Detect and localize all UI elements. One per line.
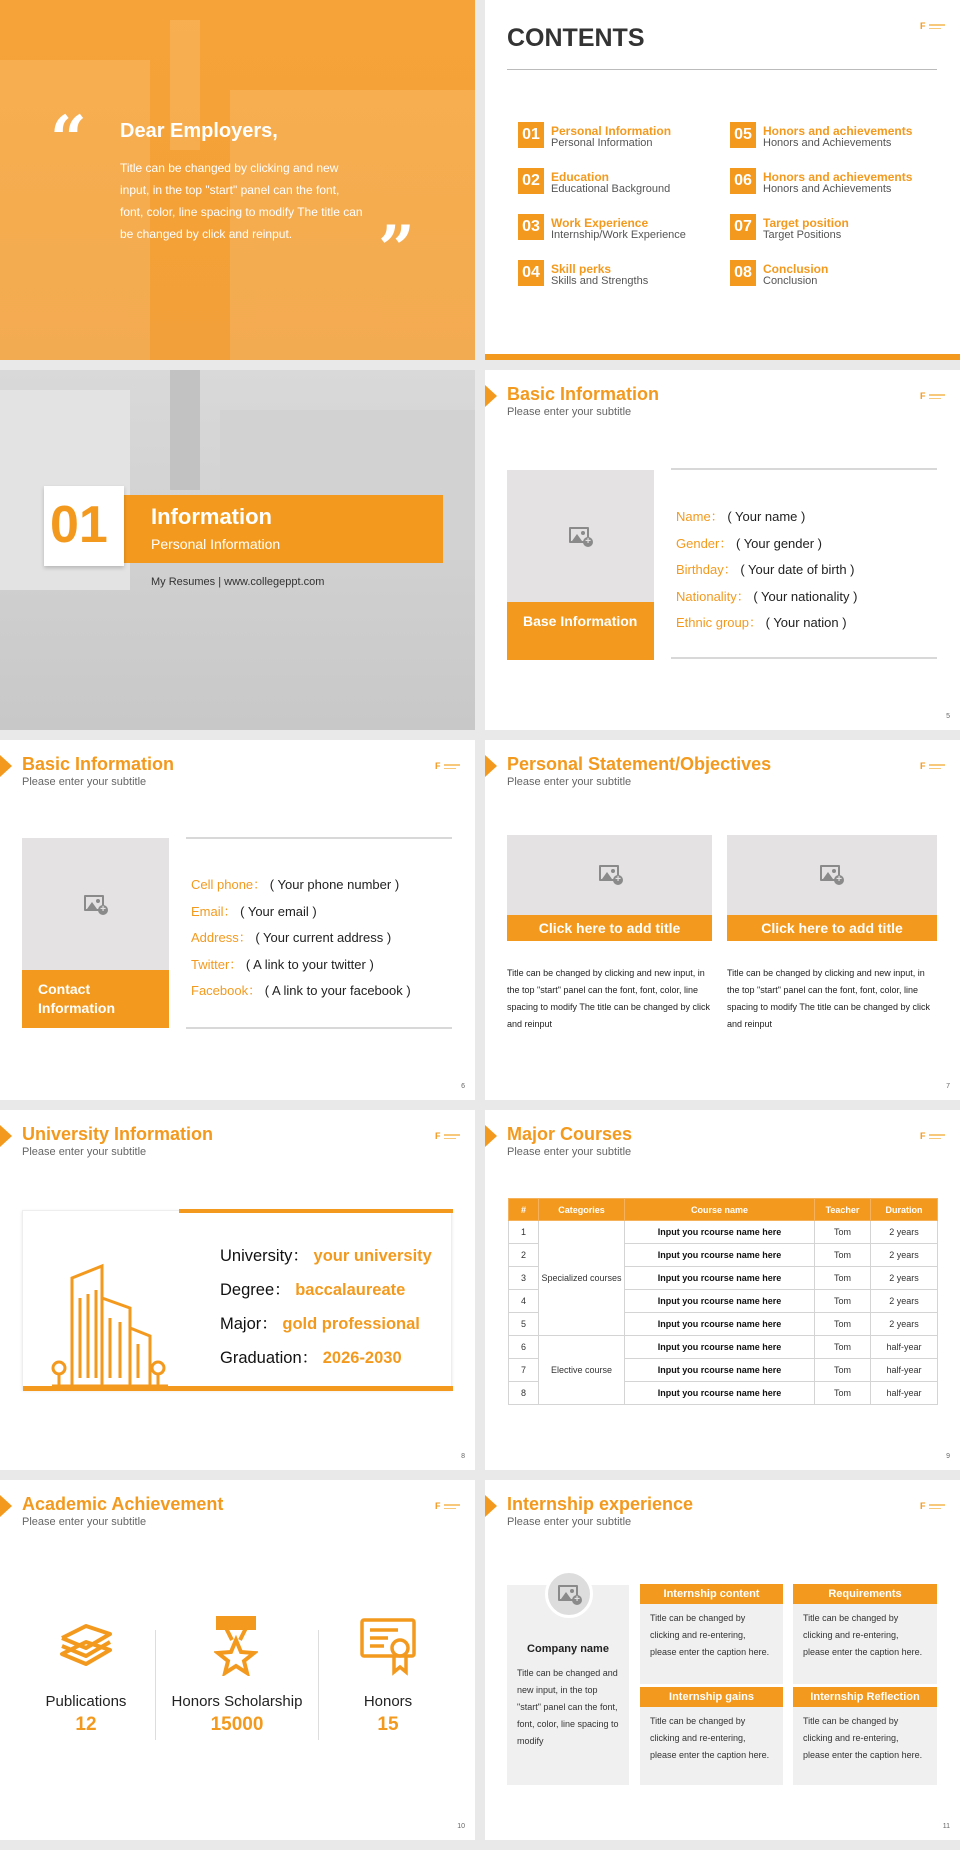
slide-subtitle: Please enter your subtitle [507,776,632,788]
table-row [509,1336,938,1359]
column-header: Categories [539,1199,625,1221]
slide-major-courses[interactable] [485,1110,960,1470]
contents-item-subtitle: Educational Background [551,183,671,195]
divider-top [671,468,937,470]
duration-cell: 2 years [871,1313,938,1336]
info-key: Email： [191,903,237,919]
info-value[interactable]: ( A link to your twitter ) [245,956,374,972]
slide-subtitle: Please enter your subtitle [22,1516,147,1528]
logo: F [920,392,946,402]
row-number: 4 [509,1290,539,1313]
info-key: Ethnic group： [676,615,762,630]
image-placeholder[interactable] [22,838,169,1028]
books-icon [56,1620,116,1670]
close-quote-icon: ” [378,212,415,287]
section-caption: My Resumes | www.collegeppt.com [151,576,325,588]
internship-content-header: Internship content [640,1584,783,1604]
info-value[interactable]: ( Your nation ) [765,615,847,630]
course-name-cell: Input you rcourse name here [625,1336,815,1359]
contents-number: 05 [730,122,756,148]
info-row [676,612,847,631]
info-key: Major： [220,1315,278,1333]
section-number: 01 [50,496,108,554]
logo: F [920,22,946,32]
add-title-button-right[interactable]: Click here to add title [727,915,937,941]
divider-bottom [671,657,937,659]
slide-contact-information[interactable] [0,740,475,1100]
header-marker [485,385,497,407]
info-row [191,901,317,920]
logo: F [920,762,946,772]
contents-number: 04 [518,260,544,286]
contents-item-subtitle: Personal Information [551,137,653,149]
internship-reflection-header: Internship Reflection [793,1687,937,1707]
row-number: 1 [509,1221,539,1244]
column-header: Duration [871,1199,938,1221]
contents-item-subtitle: Skills and Strengths [551,275,649,287]
logo: F [435,762,461,772]
logo: F [920,1132,946,1142]
info-value[interactable]: ( Your phone number ) [269,877,400,892]
duration-cell: 2 years [871,1290,938,1313]
add-image-icon: + [558,1583,582,1605]
stat-label: Publications [45,1693,127,1710]
page-number: 8 [461,1453,465,1460]
contents-item-title[interactable]: Skill perks [551,262,612,276]
bottom-bar [485,354,960,360]
internship-gains-header: Internship gains [640,1687,783,1707]
company-text: Title can be changed and new input, in the top "start" panel can the font, font, color, line spacing to modify [517,1668,619,1746]
info-row [191,874,399,893]
duration-cell: half-year [871,1336,938,1359]
page-number: 11 [942,1823,950,1830]
logo: F [920,1502,946,1512]
divider [507,69,937,70]
info-value[interactable]: ( Your date of birth ) [740,562,855,577]
contents-item-title[interactable]: Education [551,170,610,184]
card-text-right: Title can be changed by clicking and new input, in the top "start" panel can the font, font, color, line spacing to modify The title can be changed by click and reinput [727,968,930,1029]
stat-value: 15 [377,1714,399,1735]
row-number: 3 [509,1267,539,1290]
header-marker [0,1125,12,1147]
contents-item-subtitle: Conclusion [763,275,818,287]
row-number: 5 [509,1313,539,1336]
teacher-cell: Tom [815,1336,871,1359]
column-header: Course name [625,1199,815,1221]
image-placeholder-left[interactable] [507,835,712,915]
info-key: Name： [676,509,724,524]
info-value[interactable]: ( Your gender ) [736,535,823,551]
add-image-icon: + [820,863,844,885]
info-row [220,1344,402,1368]
info-row [676,559,855,578]
slide-subtitle: Please enter your subtitle [507,406,632,418]
contents-item-title[interactable]: Conclusion [763,262,829,276]
header-marker [485,1125,497,1147]
slide-university-information[interactable] [0,1110,475,1470]
section-title: Information [151,504,272,529]
slide-academic-achievement[interactable] [0,1480,475,1840]
stat-label: Honors Scholarship [171,1693,303,1710]
info-key: Facebook： [191,983,262,998]
row-number: 7 [509,1359,539,1382]
info-value[interactable]: 2026-2030 [322,1349,402,1367]
info-row [220,1242,432,1266]
logo: F [435,1502,461,1512]
info-key: Gender： [676,535,733,551]
row-number: 8 [509,1382,539,1405]
slide-heading: Dear Employers, [120,120,278,142]
teacher-cell: Tom [815,1221,871,1244]
contents-number: 08 [730,260,756,286]
section-subtitle: Personal Information [151,536,281,552]
info-key: Twitter： [191,956,243,972]
internship-content-body: Title can be changed by clicking and re-entering, please enter the caption here. [640,1604,783,1684]
contents-item-subtitle: Target Positions [763,229,842,241]
contents-number: 07 [730,214,756,240]
open-quote-icon: “ [50,102,87,177]
company-image-placeholder[interactable] [545,1570,593,1618]
building-icon [50,1258,170,1388]
header-marker [485,755,497,777]
contents-item-title[interactable]: Personal Information [551,124,672,138]
certificate-icon [360,1618,416,1676]
contents-number: 01 [518,122,544,148]
slide-dear-employers[interactable] [0,0,475,360]
courses-table [508,1198,938,1405]
contents-item-title[interactable]: Honors and achievements [763,124,913,138]
course-name-cell: Input you rcourse name here [625,1290,815,1313]
page-number: 10 [457,1823,465,1830]
row-number: 6 [509,1336,539,1359]
teacher-cell: Tom [815,1290,871,1313]
add-image-icon: + [569,525,593,547]
info-row [191,980,411,999]
slide-section-01[interactable] [0,370,475,730]
teacher-cell: Tom [815,1267,871,1290]
info-key: Graduation： [220,1349,319,1367]
add-image-icon: + [84,893,108,915]
company-name: Company name [527,1643,609,1655]
slide-body-text: Title can be changed by clicking and new input, in the top "start" panel can the font, font, color, line spacing to modify The title can be changed by click and reinput. [120,161,363,241]
slide-personal-statement[interactable] [485,740,960,1100]
info-value[interactable]: your university [313,1247,432,1265]
contents-number: 03 [518,214,544,240]
header-marker [485,1495,497,1517]
info-value[interactable]: ( Your current address ) [255,930,392,945]
info-row [191,954,374,973]
info-value[interactable]: ( Your email ) [240,903,317,919]
course-name-cell: Input you rcourse name here [625,1313,815,1336]
internship-gains-body: Title can be changed by clicking and re-entering, please enter the caption here. [640,1707,783,1785]
duration-cell: 2 years [871,1267,938,1290]
contents-number: 06 [730,168,756,194]
info-value[interactable]: baccalaureate [295,1281,406,1299]
teacher-cell: Tom [815,1313,871,1336]
course-name-cell: Input you rcourse name here [625,1359,815,1382]
requirements-header: Requirements [793,1584,937,1604]
stat-value: 15000 [210,1714,264,1735]
slide-title: Academic Achievement [22,1494,224,1514]
course-name-cell: Input you rcourse name here [625,1382,815,1405]
base-information-label: Base Information [507,602,654,660]
info-key: University： [220,1247,309,1265]
page-number: 5 [946,713,950,720]
slide-basic-information[interactable] [485,370,960,730]
teacher-cell: Tom [815,1244,871,1267]
info-key: Nationality： [676,588,750,604]
internship-reflection-body: Title can be changed by clicking and re-entering, please enter the caption here. [793,1707,937,1785]
page-number: 9 [946,1453,950,1460]
image-placeholder-right[interactable] [727,835,937,915]
course-name-cell: Input you rcourse name here [625,1267,815,1290]
info-value[interactable]: gold professional [282,1315,420,1333]
medal-icon [214,1616,258,1676]
slide-title: Basic Information [507,384,660,404]
card-text-left: Title can be changed by clicking and new input, in the top "start" panel can the font, font, color, line spacing to modify The title can be changed by click and reinput [507,968,710,1029]
stat-value: 12 [75,1714,97,1735]
category-cell: Elective course [539,1336,625,1405]
slide-title: Major Courses [507,1124,633,1144]
slide-contents[interactable] [485,0,960,360]
page-number: 6 [461,1083,465,1090]
slide-subtitle: Please enter your subtitle [507,1146,632,1158]
slide-subtitle: Please enter your subtitle [22,1146,147,1158]
info-row [220,1276,405,1300]
info-key: Degree： [220,1281,291,1299]
contents-item-title[interactable]: Work Experience [551,216,649,230]
teacher-cell: Tom [815,1382,871,1405]
table-row [509,1221,938,1244]
contents-item-subtitle: Honors and Achievements [763,183,892,195]
contents-item-title[interactable]: Target position [763,216,849,230]
row-number: 2 [509,1244,539,1267]
slide-title: Personal Statement/Objectives [507,754,772,774]
contents-number: 02 [518,168,544,194]
info-row [676,586,857,605]
column-header: Teacher [815,1199,871,1221]
slide-title: Basic Information [22,754,175,774]
category-cell: Specialized courses [539,1221,625,1336]
teacher-cell: Tom [815,1359,871,1382]
image-placeholder[interactable] [507,470,654,660]
divider-bottom [186,1027,452,1029]
slide-title: Internship experience [507,1494,694,1514]
stat-label: Honors [363,1693,413,1710]
info-key: Cell phone： [191,877,267,892]
logo: F [435,1132,461,1142]
info-row [191,927,391,946]
course-name-cell: Input you rcourse name here [625,1221,815,1244]
course-name-cell: Input you rcourse name here [625,1244,815,1267]
duration-cell: 2 years [871,1221,938,1244]
header-marker [0,1495,12,1517]
duration-cell: half-year [871,1382,938,1405]
info-key: Birthday： [676,562,737,577]
column-header: # [509,1199,539,1221]
contact-information-label: Contact Information [22,970,169,1028]
info-row [676,506,805,525]
slide-title: University Information [22,1124,214,1144]
info-value[interactable]: ( Your name ) [727,509,806,524]
add-image-icon: + [599,863,623,885]
info-key: Address： [191,930,252,945]
header-marker [0,755,12,777]
contents-title: CONTENTS [507,24,645,52]
contents-item-title[interactable]: Honors and achievements [763,170,913,184]
page-number: 7 [946,1083,950,1090]
info-row [676,533,822,552]
info-row [220,1310,420,1334]
slide-subtitle: Please enter your subtitle [507,1516,632,1528]
contents-item-subtitle: Honors and Achievements [763,137,892,149]
requirements-body: Title can be changed by clicking and re-entering, please enter the caption here. [793,1604,937,1684]
divider-top [186,837,452,839]
duration-cell: 2 years [871,1244,938,1267]
slide-subtitle: Please enter your subtitle [22,776,147,788]
info-value[interactable]: ( Your nationality ) [753,588,858,604]
add-title-button-left[interactable]: Click here to add title [507,915,712,941]
slide-internship-experience[interactable] [485,1480,960,1840]
duration-cell: half-year [871,1359,938,1382]
info-value[interactable]: ( A link to your facebook ) [264,983,411,998]
contents-item-subtitle: Internship/Work Experience [551,229,686,241]
